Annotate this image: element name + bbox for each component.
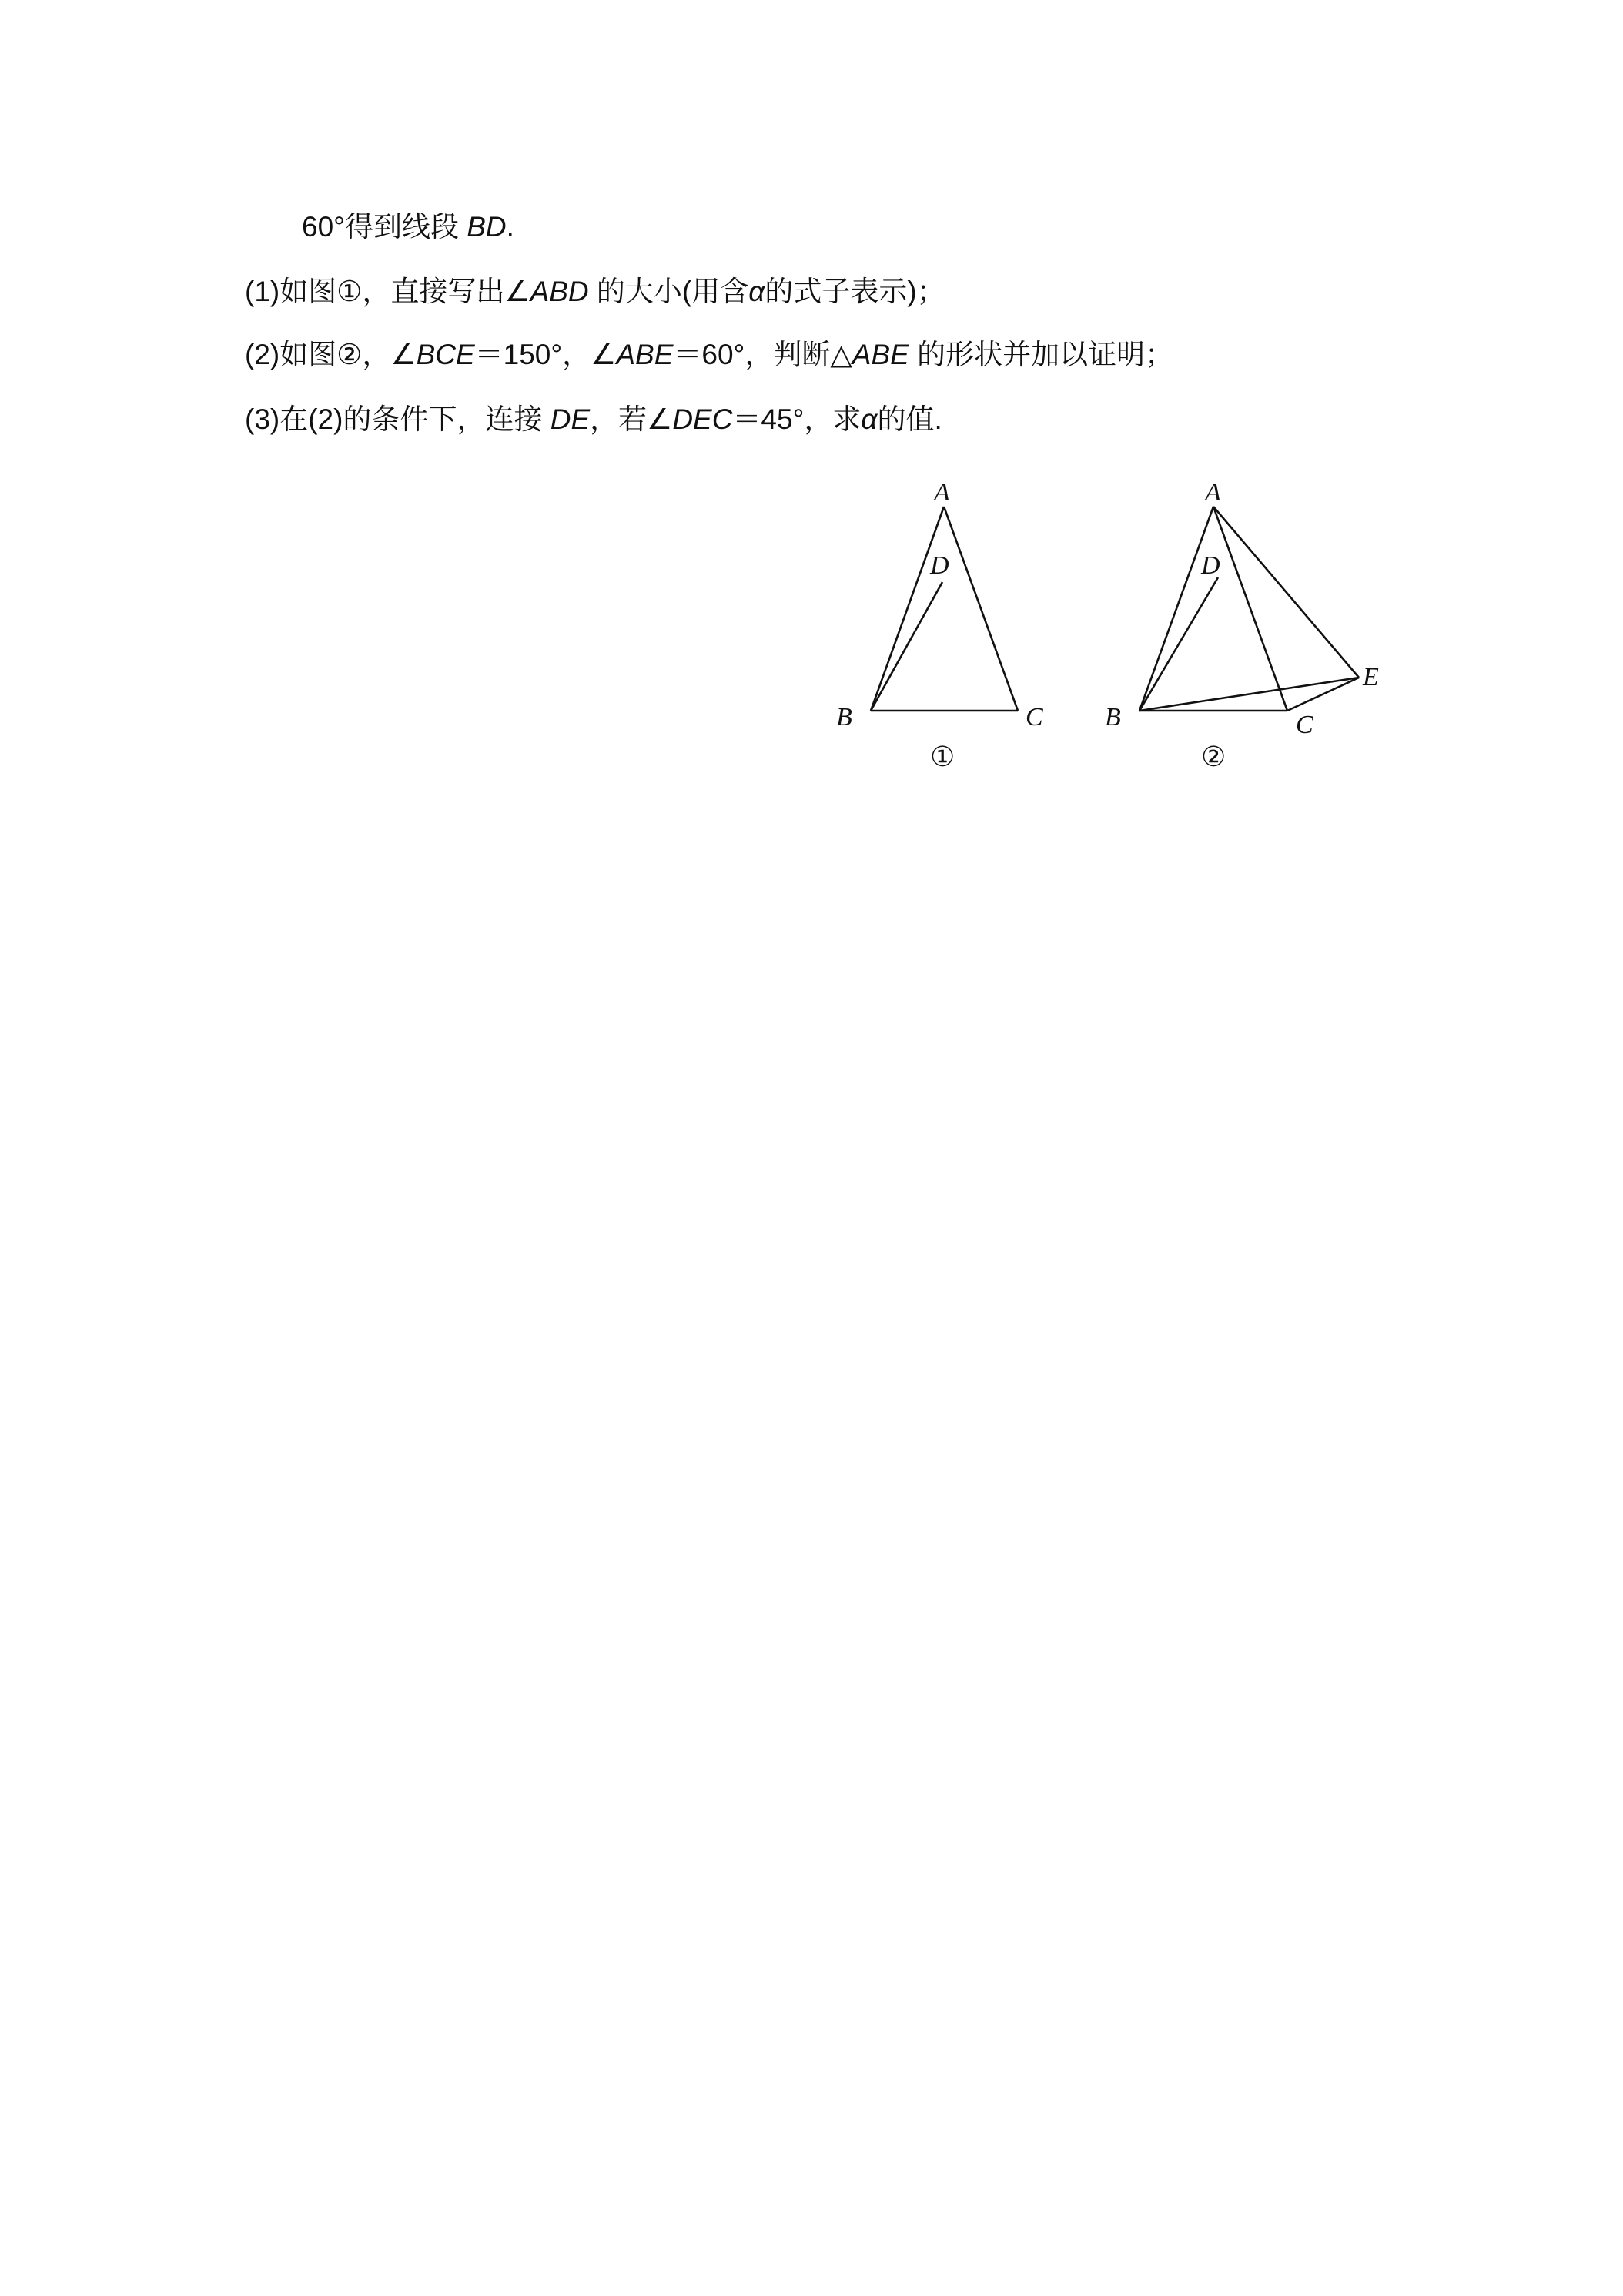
figure-1 [824, 471, 1070, 779]
segment-ae [1213, 507, 1359, 678]
problem-line-continuation: 60°得到线段 BD. [302, 211, 514, 243]
question-2: (2)如图②，∠BCE＝150°，∠ABE＝60°，判断△ABE 的形状并加以证明； [245, 339, 1174, 370]
point-d-label: D [930, 551, 949, 580]
figure-2-caption: ② [1201, 741, 1226, 772]
point-a-label: A [934, 478, 950, 507]
point-a-label: A [1205, 478, 1221, 507]
point-c-label: C [1296, 711, 1313, 739]
segment-bd [1139, 577, 1218, 711]
segment-bd [871, 582, 942, 711]
segment-ac [1213, 507, 1287, 711]
segment-ab [1139, 507, 1213, 711]
point-d-label: D [1201, 551, 1220, 580]
figure-1-caption: ① [930, 741, 955, 772]
point-c-label: C [1026, 703, 1043, 731]
segment-ab [871, 507, 944, 711]
point-e-label: E [1363, 663, 1379, 691]
question-3: (3)在(2)的条件下，连接 DE，若∠DEC＝45°，求α的值. [245, 403, 942, 435]
question-1: (1)如图①，直接写出∠ABD 的大小(用含α的式子表示)； [245, 276, 945, 307]
point-b-label: B [836, 703, 852, 731]
figure-2 [1089, 471, 1397, 779]
segment-ac [944, 507, 1018, 711]
point-b-label: B [1105, 703, 1121, 731]
segment-be [1139, 678, 1359, 711]
